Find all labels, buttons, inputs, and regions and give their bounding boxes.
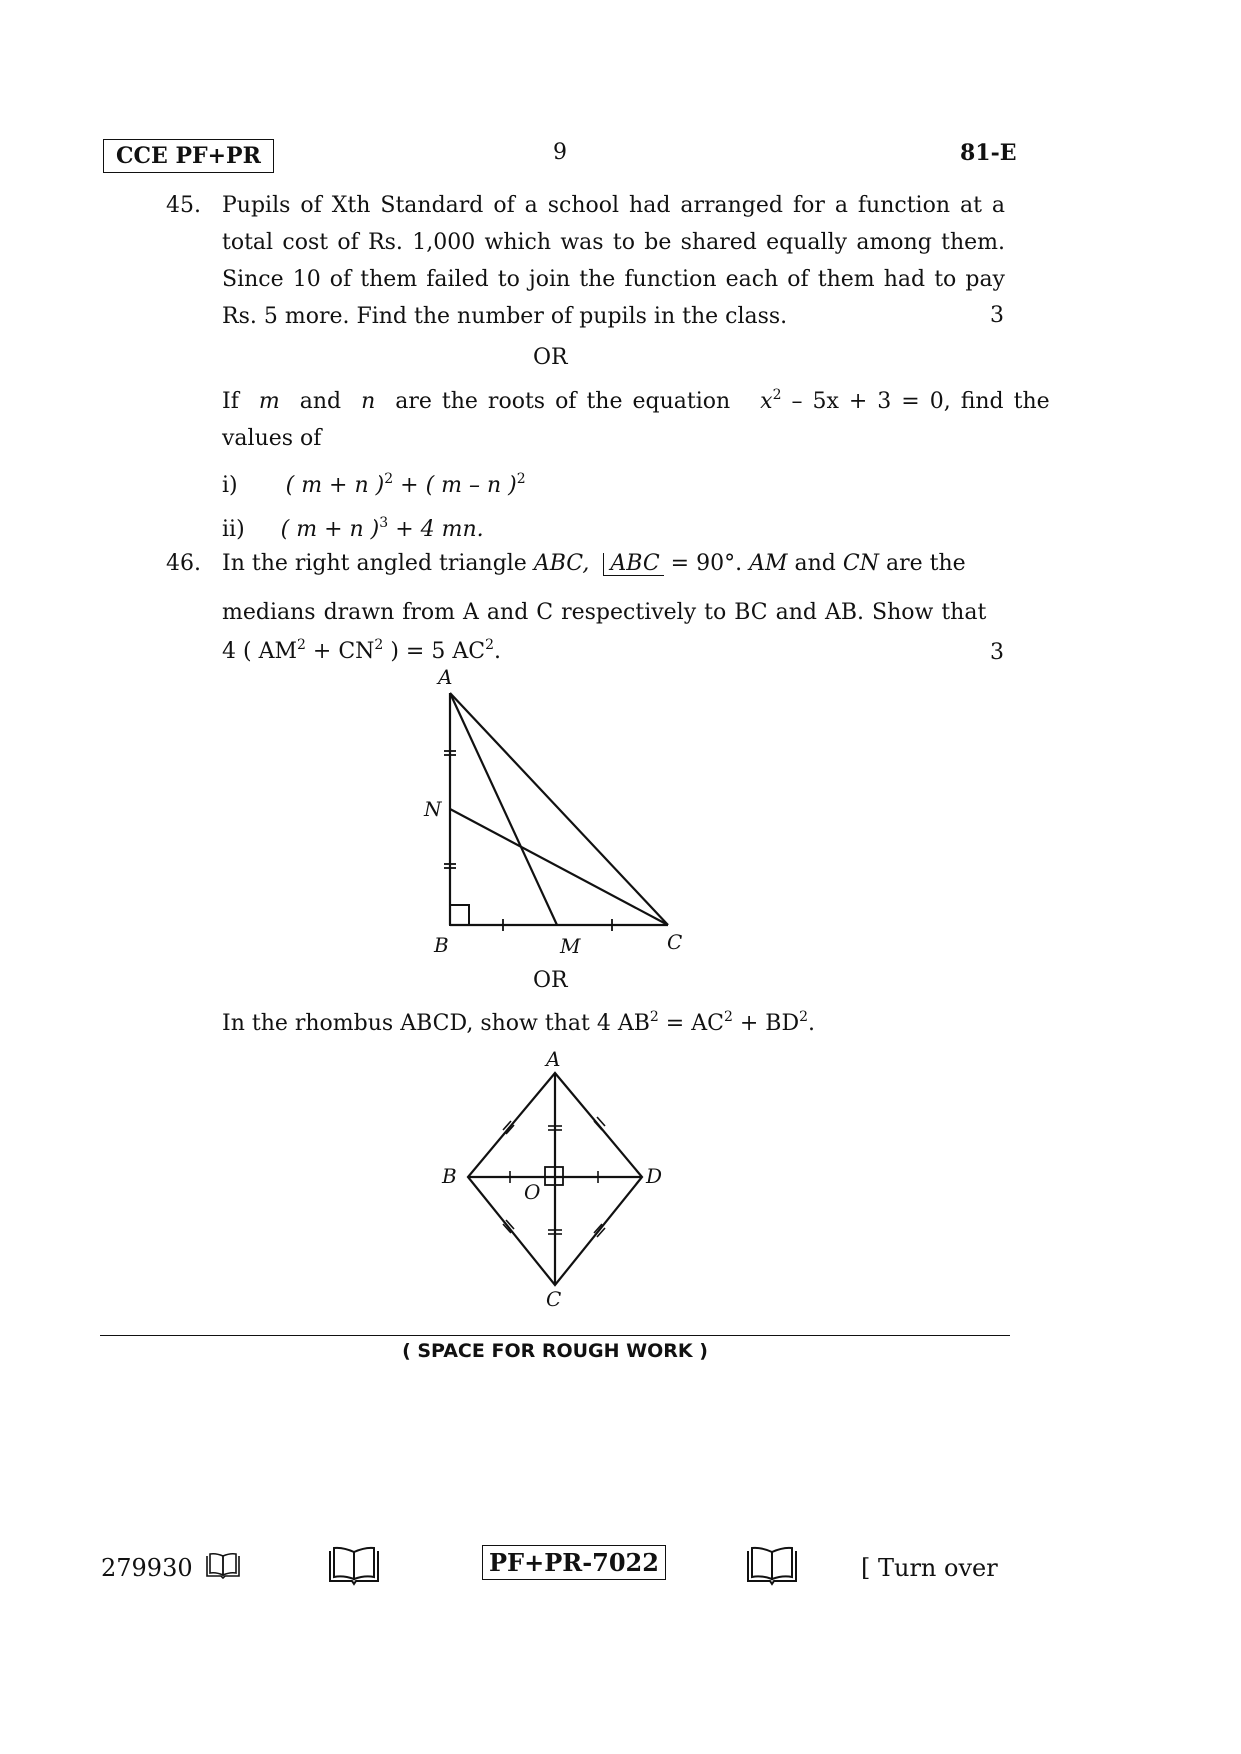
footer-center-code: PF+PR-7022 <box>482 1545 666 1580</box>
triangle-label-m: M <box>560 934 581 958</box>
q46-line1: In the right angled triangle ABC, ABC = 90°. AM and CN are the <box>222 551 966 576</box>
rhombus-diagram <box>430 1040 680 1320</box>
rhombus-label-d: D <box>646 1164 663 1188</box>
q45-marks: 3 <box>990 303 1004 328</box>
q45-sub-ii: ii) ( m + n )$^3$ + 4 mn. <box>222 515 484 542</box>
q45-number: 45. <box>166 193 201 218</box>
q45-text: Pupils of Xth Standard of a school had arranged for a function at a total cost of Rs. 1,000 which was to be shared equally among them. Since 10 of them failed to join the function each of them had to pay Rs. 5 more. Find the number of pupils in the class. <box>222 193 1005 329</box>
right-angle-mark <box>450 905 469 925</box>
header-code: CCE PF+PR <box>103 139 274 173</box>
triangle-diagram <box>420 660 700 970</box>
footer-serial: 279930 <box>101 1554 193 1582</box>
paper-code: 81-E <box>960 140 1017 166</box>
book-icon <box>746 1546 798 1586</box>
q45-sub-i: i) ( m + n )$^2$ + ( m – n )$^2$ <box>222 471 526 498</box>
footer-turn-over: [ Turn over <box>861 1554 998 1582</box>
page-number: 9 <box>553 140 567 165</box>
rough-work-divider <box>100 1335 1010 1336</box>
q45-alt-line1: If m and n are the roots of the equation $x^2 - 5x + 3 = 0$, find the <box>222 387 1050 414</box>
rhombus-label-a: A <box>546 1047 561 1071</box>
median-am <box>450 693 557 925</box>
triangle-side-ac <box>450 693 668 925</box>
rhombus-label-b: B <box>442 1164 457 1188</box>
q46-line2: medians drawn from A and C respectively to BC and AB. Show that <box>222 600 987 625</box>
triangle-label-a: A <box>438 665 453 689</box>
q45-or: OR <box>533 345 568 370</box>
book-icon <box>205 1552 241 1580</box>
rhombus-label-c: C <box>546 1287 562 1311</box>
rhombus-label-o: O <box>524 1180 541 1204</box>
triangle-label-c: C <box>667 930 683 954</box>
triangle-label-b: B <box>434 933 449 957</box>
triangle-label-n: N <box>424 797 442 821</box>
median-cn <box>450 809 668 925</box>
angle-abc: ABC <box>603 553 663 576</box>
footer-code-box <box>482 1548 666 1577</box>
q46-line3: 4 ( $AM^2 + CN^2$ ) = 5 $AC^2$. <box>222 637 501 664</box>
q46-alt-line: In the rhombus ABCD, show that 4 $AB^2 = AC^2 + BD^2$. <box>222 1009 816 1036</box>
q46-or: OR <box>533 968 568 993</box>
book-icon <box>328 1546 380 1586</box>
q45-alt-line2: values of <box>222 426 322 451</box>
q46-number: 46. <box>166 551 201 576</box>
rough-work-heading: ( SPACE FOR ROUGH WORK ) <box>402 1340 708 1362</box>
q46-marks: 3 <box>990 640 1004 665</box>
